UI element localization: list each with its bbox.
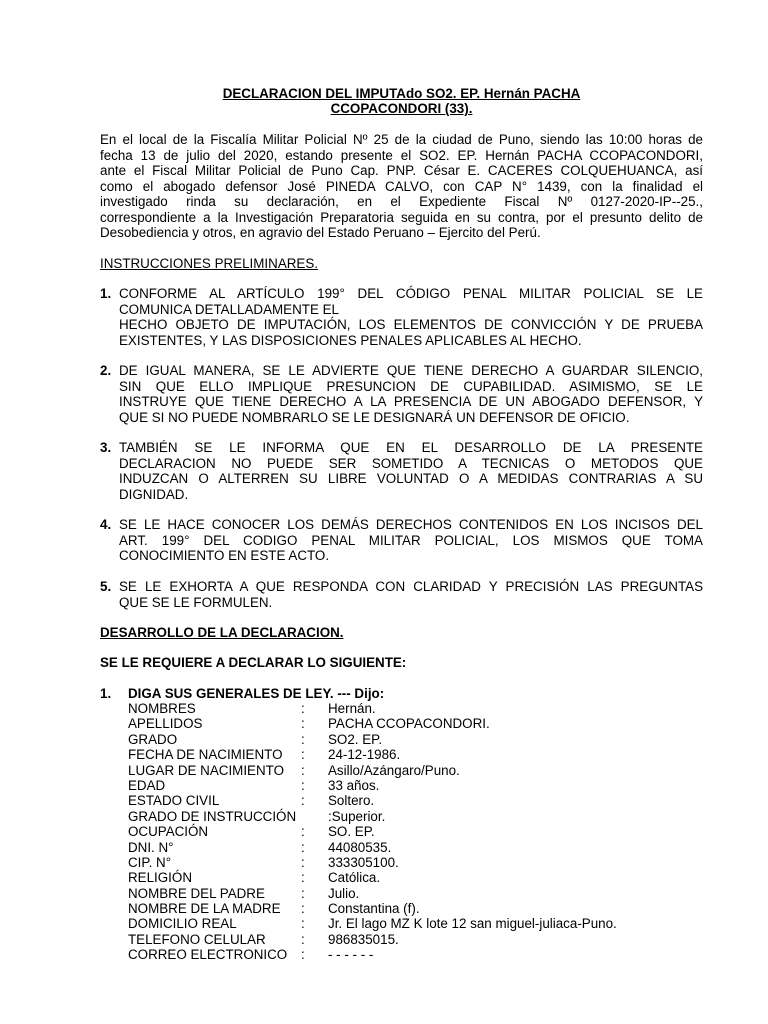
instruction-number: 2. <box>100 363 112 378</box>
field-value: 44080535. <box>328 839 392 855</box>
field-value: SO. EP. <box>328 824 375 840</box>
question-text: DIGA SUS GENERALES DE LEY. --- Dijo: <box>128 686 385 701</box>
field-colon: : <box>301 854 305 870</box>
field-colon: : <box>301 931 305 947</box>
intro-line: como el abogado defensor José PINEDA CALVO, con CAP N° 1439, con la finalidad el <box>100 178 703 194</box>
instructions-heading: INSTRUCCIONES PRELIMINARES. <box>100 256 319 271</box>
development-heading: DESARROLLO DE LA DECLARACION. <box>100 625 344 640</box>
instruction-number: 4. <box>100 517 112 532</box>
field-colon: : <box>301 762 305 778</box>
instruction-line: HECHO OBJETO DE IMPUTACIÓN, LOS ELEMENTOS DE CONVICCIÓN Y DE PRUEBA <box>119 317 703 332</box>
instruction-line: CONOCIMIENTO EN ESTE ACTO. <box>119 548 330 563</box>
field-label: NOMBRES <box>128 701 196 716</box>
instruction-line: SIN QUE ELLO IMPLIQUE PRESUNCION DE CUPABILIDAD. ASIMISMO, SE LE <box>119 378 703 394</box>
field-colon: : <box>301 870 305 886</box>
field-label: NOMBRE DE LA MADRE <box>128 901 281 917</box>
field-value: SO2. EP. <box>328 731 383 747</box>
field-label: TELEFONO CELULAR <box>128 931 266 947</box>
field-label: GRADO DE INSTRUCCIÓN <box>128 808 297 824</box>
field-value: 333305100. <box>328 854 399 870</box>
instruction-number: 1. <box>100 286 112 301</box>
intro-line: correspondiente a la Investigación Preparatoria seguida en su contra, por el presunto delito de <box>100 209 703 225</box>
field-label: ESTADO CIVIL <box>128 793 220 809</box>
instruction-line: TAMBIÉN SE LE INFORMA QUE EN EL DESARROLLO DE LA PRESENTE <box>119 440 703 455</box>
field-label: CORREO ELECTRONICO <box>128 947 288 963</box>
field-label: GRADO <box>128 731 178 747</box>
question-number: 1. <box>100 686 112 701</box>
field-colon: : <box>301 916 305 932</box>
field-colon: : <box>301 824 305 840</box>
field-label: CIP. N° <box>128 854 172 870</box>
field-value: 33 años. <box>328 777 380 793</box>
field-value: Católica. <box>328 870 381 886</box>
field-colon: : <box>301 777 305 793</box>
intro-line: fecha 13 de julio del 2020, estando presente el SO2. EP. Hernán PACHA CCOPACONDORI, <box>100 147 703 163</box>
instruction-line: INDUZCAN O ALTERREN SU LIBRE VOLUNTAD O A MEDIDAS CONTRARIAS A SU <box>119 471 703 486</box>
intro-line: En el local de la Fiscalía Militar Policial Nº 25 de la ciudad de Puno, siendo las 10:00 horas de <box>100 132 703 147</box>
field-value: Asillo/Azángaro/Puno. <box>328 762 460 778</box>
field-colon: : <box>301 839 305 855</box>
field-label: EDAD <box>128 777 166 793</box>
instruction-line: SE LE HACE CONOCER LOS DEMÁS DERECHOS CONTENIDOS EN LOS INCISOS DEL <box>119 517 703 532</box>
field-colon: : <box>301 701 305 716</box>
document-title-line-2: CCOPACONDORI (33). <box>330 101 473 116</box>
field-label: FECHA DE NACIMIENTO <box>128 747 283 763</box>
instruction-number: 5. <box>100 579 112 594</box>
field-colon: : <box>301 885 305 901</box>
instruction-line: COMUNICA DETALLADAMENTE EL <box>119 301 339 317</box>
instruction-line: SE LE EXHORTA A QUE RESPONDA CON CLARIDAD Y PRECISIÓN LAS PREGUNTAS <box>119 579 703 594</box>
field-colon: : <box>301 731 305 747</box>
intro-line: Desobediencia y otros, en agravio del Estado Peruano – Ejercito del Perú. <box>100 225 541 240</box>
intro-paragraph <box>100 132 703 241</box>
document-title-line-1: DECLARACION DEL IMPUTAdo SO2. EP. Hernán PACHA <box>222 86 581 101</box>
intro-line: ante el Fiscal Militar Policial de Puno Cap. PNP. César E. CACERES COLQUEHUANCA, así <box>100 163 703 178</box>
field-label: RELIGIÓN <box>128 870 192 886</box>
instruction-line: DECLARACION NO PUEDE SER SOMETIDO A TECNICAS O METODOS QUE <box>119 455 703 471</box>
field-colon: : <box>301 747 305 763</box>
field-colon: : <box>301 716 305 732</box>
field-value: Hernán. <box>328 701 376 716</box>
field-value: PACHA CCOPACONDORI. <box>328 716 490 732</box>
field-colon: : <box>301 947 305 963</box>
field-label: LUGAR DE NACIMIENTO <box>128 762 284 778</box>
instruction-line: DE IGUAL MANERA, SE LE ADVIERTE QUE TIENE DERECHO A GUARDAR SILENCIO, <box>119 363 703 378</box>
field-value: Soltero. <box>328 793 375 809</box>
instruction-line: EXISTENTES, Y LAS DISPOSICIONES PENALES APLICABLES AL HECHO. <box>119 332 582 348</box>
field-value: Constantina (f). <box>328 901 420 917</box>
field-value: Julio. <box>328 885 360 901</box>
field-label: NOMBRE DEL PADRE <box>128 885 265 901</box>
intro-line: investigado rinda su declaración, en el Expediente Fiscal Nº 0127-2020-IP--25., <box>100 194 703 209</box>
field-colon: : <box>301 901 305 917</box>
instruction-number: 3. <box>100 440 112 455</box>
field-label: DNI. N° <box>128 839 174 855</box>
field-label: APELLIDOS <box>128 716 203 732</box>
field-label: OCUPACIÓN <box>128 824 209 840</box>
instruction-line: DIGNIDAD. <box>119 486 189 502</box>
field-value: 24-12-1986. <box>328 747 401 763</box>
require-heading: SE LE REQUIERE A DECLARAR LO SIGUIENTE: <box>100 655 407 670</box>
field-label: DOMICILIO REAL <box>128 916 237 932</box>
instruction-line: QUE SI NO PUEDE NOMBRARLO SE LE DESIGNARÁ UN DEFENSOR DE OFICIO. <box>119 409 630 425</box>
field-value: - - - - - - <box>328 947 374 963</box>
field-value: :Superior. <box>328 808 386 824</box>
field-colon: : <box>301 793 305 809</box>
instruction-line: INSTRUYE QUE TIENE DERECHO A LA PRESENCIA DE UN ABOGADO DEFENSOR, Y <box>119 394 703 409</box>
instruction-line: QUE SE LE FORMULEN. <box>119 594 273 610</box>
field-value: Jr. El lago MZ K lote 12 san miguel-juliaca-Puno. <box>328 916 617 932</box>
field-value: 986835015. <box>328 931 399 947</box>
instruction-line: ART. 199° DEL CODIGO PENAL MILITAR POLICIAL, LOS MISMOS QUE TOMA <box>119 532 703 548</box>
instruction-line: CONFORME AL ARTÍCULO 199° DEL CÓDIGO PENAL MILITAR POLICIAL SE LE <box>119 286 703 301</box>
